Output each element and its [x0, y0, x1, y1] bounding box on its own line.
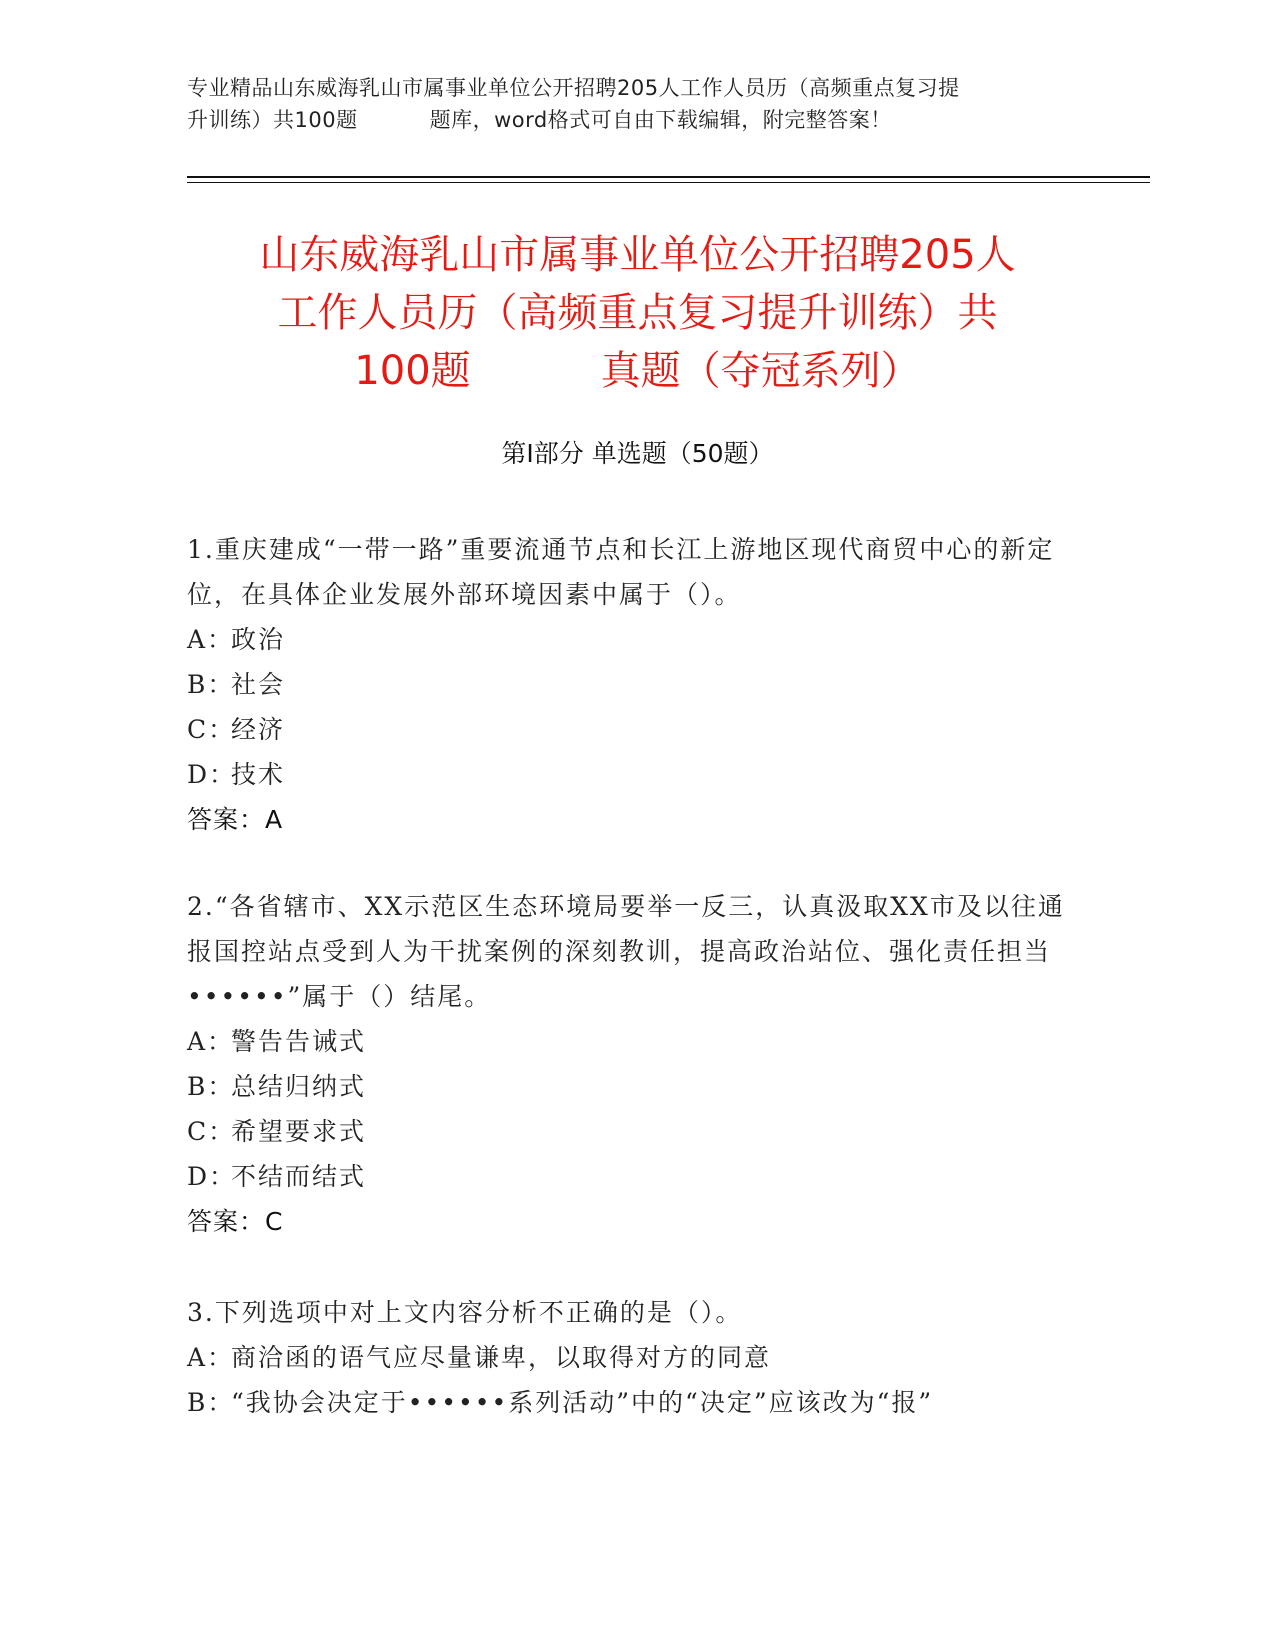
option-a — [187, 1019, 1087, 1064]
document-title — [150, 226, 1125, 400]
option-text: 经济 — [231, 715, 286, 744]
answer: 答案：C — [187, 1207, 284, 1236]
header-divider-thick — [187, 176, 1150, 178]
option-key: A： — [187, 625, 235, 654]
option-a — [187, 617, 1087, 662]
option-key: B： — [187, 1072, 235, 1101]
header-note-line1: 专业精品山东威海乳山市属事业单位公开招聘205人工作人员历（高频重点复习提 — [187, 76, 960, 100]
option-key: B： — [187, 670, 235, 699]
title-line3 — [150, 342, 1125, 400]
question-stem: 3.下列选项中对上文内容分析不正确的是（）。 — [187, 1298, 743, 1327]
option-text: 警告告诫式 — [231, 1027, 367, 1056]
option-b — [187, 1380, 1087, 1425]
question-stem: 1.重庆建成“一带一路”重要流通节点和长江上游地区现代商贸中心的新定位，在具体企业发展外部环境因素中属于（）。 — [187, 535, 1055, 609]
title-line3-a: 100题 — [354, 348, 471, 394]
option-text: 社会 — [231, 670, 286, 699]
title-line3-b: 真题（夺冠系列） — [600, 348, 921, 394]
header-note-line2-a: 升训练）共100题 — [187, 108, 358, 132]
option-key: C： — [187, 715, 236, 744]
question-3 — [187, 1290, 1087, 1425]
option-key: A： — [187, 1343, 235, 1372]
title-line1: 山东威海乳山市属事业单位公开招聘205人 — [259, 232, 1016, 278]
header-note-line2-b: 题库，word格式可自由下载编辑，附完整答案！ — [429, 108, 892, 132]
header-note — [187, 72, 1087, 136]
answer: 答案：A — [187, 805, 284, 834]
option-text: 希望要求式 — [231, 1117, 367, 1146]
header-note-line2 — [187, 104, 1087, 136]
option-key: C： — [187, 1117, 236, 1146]
question-1 — [187, 527, 1087, 842]
question-stem: 2.“各省辖市、XX示范区生态环境局要举一反三，认真汲取XX市及以往通报国控站点受到人为干扰案例的深刻教训，提高政治站位、强化责任担当••••••”属于（）结尾。 — [187, 892, 1065, 1011]
option-text: 总结归纳式 — [231, 1072, 367, 1101]
option-text: 不结而结式 — [231, 1162, 367, 1191]
option-text: 商洽函的语气应尽量谦卑，以取得对方的同意 — [231, 1343, 772, 1372]
header-divider-thin — [187, 182, 1150, 183]
option-key: B： — [187, 1388, 235, 1417]
option-key: A： — [187, 1027, 235, 1056]
option-d — [187, 1154, 1087, 1199]
option-text: “我协会决定于••••••系列活动”中的“决定”应该改为“报” — [231, 1388, 934, 1417]
option-c — [187, 707, 1087, 752]
option-text: 政治 — [231, 625, 286, 654]
option-key: D： — [187, 760, 237, 789]
section-heading: 第Ⅰ部分 单选题（50题） — [501, 439, 774, 468]
option-d — [187, 752, 1087, 797]
option-b — [187, 1064, 1087, 1109]
option-key: D： — [187, 1162, 237, 1191]
option-text: 技术 — [231, 760, 286, 789]
question-2 — [187, 884, 1087, 1244]
option-b — [187, 662, 1087, 707]
option-a — [187, 1335, 1087, 1380]
title-line2: 工作人员历（高频重点复习提升训练）共 — [277, 290, 998, 336]
option-c — [187, 1109, 1087, 1154]
